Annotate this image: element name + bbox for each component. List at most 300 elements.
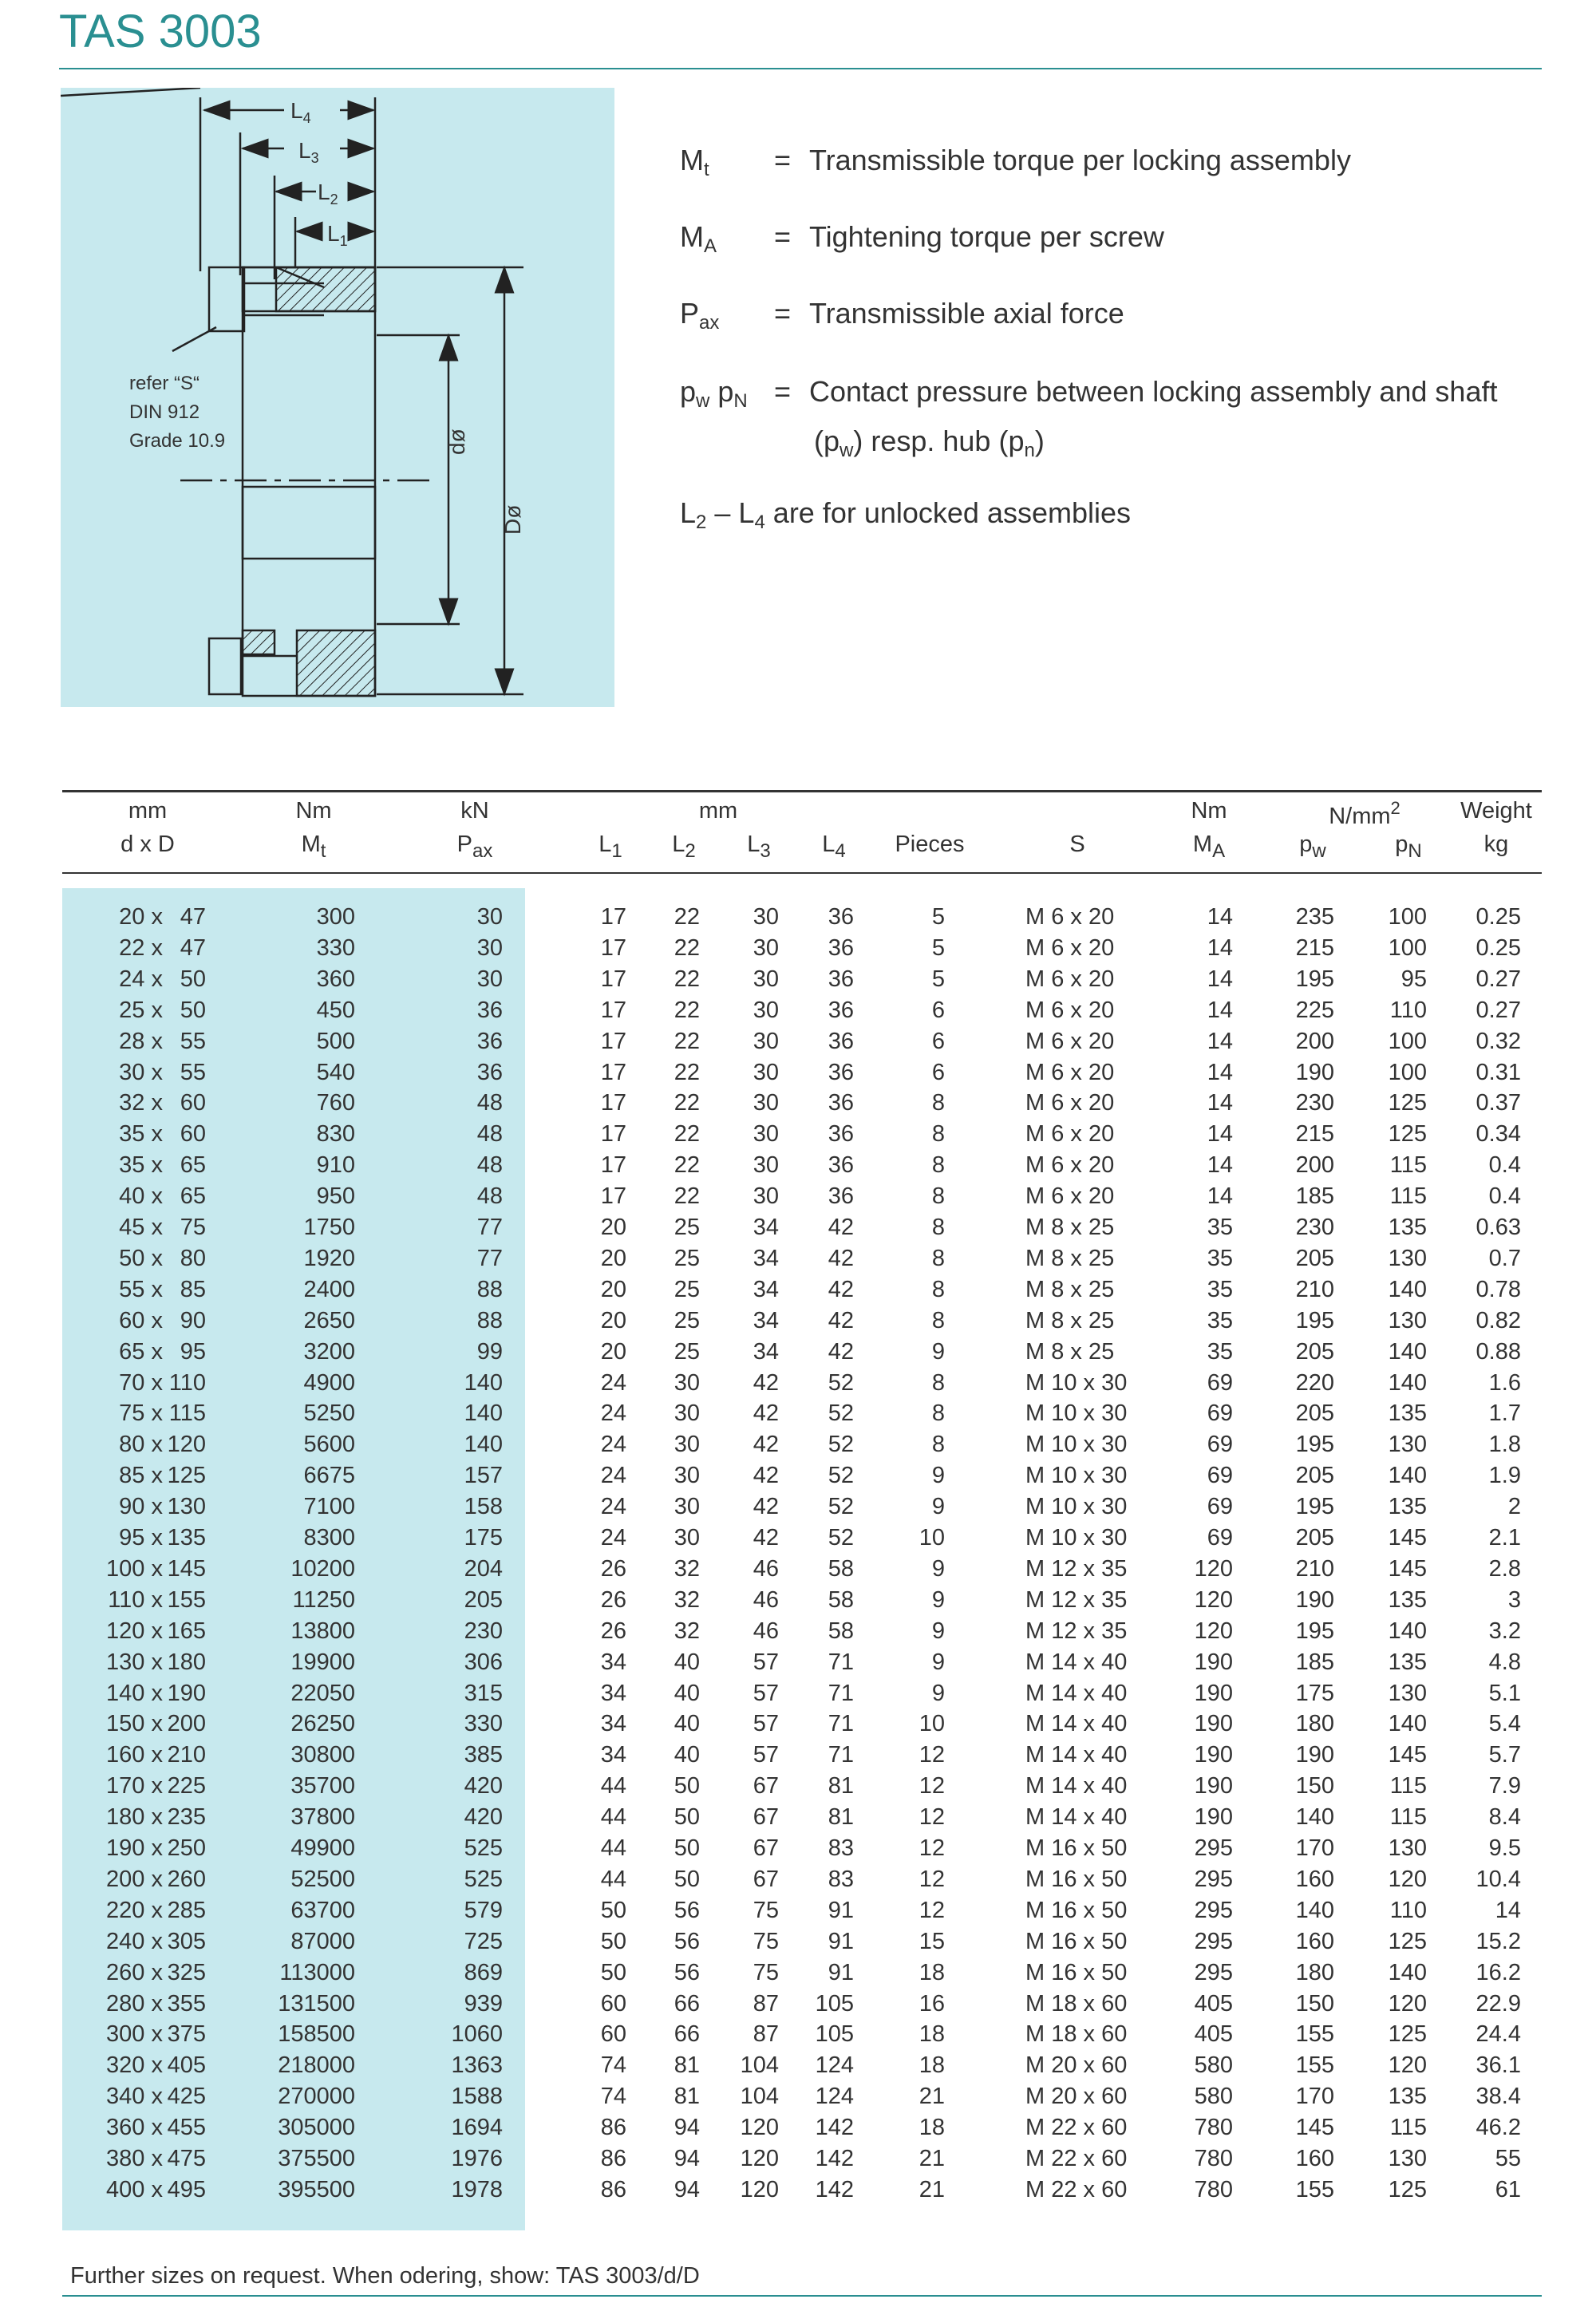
cell-pax: 315	[464, 1680, 503, 1706]
cell-screw: M 14 x 40	[1025, 1711, 1128, 1737]
cell-pax: 158	[464, 1494, 503, 1520]
cell-l3: 34	[753, 1245, 779, 1271]
cell-l4: 42	[828, 1215, 854, 1240]
cell-l1: 50	[600, 1928, 626, 1954]
cell-D: 135	[167, 1525, 206, 1551]
cell-mt: 218000	[278, 2052, 355, 2079]
cell-screw: M 14 x 40	[1025, 1804, 1128, 1831]
cell-l3: 30	[753, 934, 779, 961]
cell-l1: 17	[600, 1152, 626, 1179]
cell-mt: 395500	[278, 2176, 355, 2202]
cell-l1: 24	[600, 1494, 626, 1520]
cell-mt: 63700	[290, 1897, 355, 1923]
cell-pax: 205	[464, 1586, 503, 1613]
cell-ma: 190	[1194, 1680, 1233, 1706]
cell-l4: 52	[828, 1525, 854, 1551]
cell-pw: 145	[1295, 2115, 1334, 2141]
cell-D: 285	[167, 1897, 206, 1923]
cell-d: 280 x	[106, 1990, 163, 2017]
cell-screw: M 18 x 60	[1025, 2021, 1128, 2048]
cell-weight: 3	[1507, 1586, 1521, 1613]
cell-pieces: 15	[918, 1928, 945, 1954]
cell-pieces: 18	[918, 2052, 945, 2079]
cell-l1: 86	[600, 2115, 626, 2141]
cell-l3: 120	[740, 2115, 779, 2141]
cell-pw: 190	[1295, 1742, 1334, 1768]
cell-mt: 910	[316, 1152, 355, 1179]
cell-pieces: 9	[931, 1680, 945, 1706]
cell-pax: 306	[464, 1649, 503, 1675]
cell-pn: 130	[1388, 1432, 1427, 1458]
cell-l2: 94	[674, 2146, 700, 2171]
cell-pax: 1363	[451, 2052, 503, 2079]
cell-screw: M 14 x 40	[1025, 1742, 1128, 1768]
cell-l4: 36	[828, 1152, 854, 1179]
cell-mt: 11250	[292, 1586, 355, 1613]
cell-mt: 2650	[303, 1307, 355, 1333]
cell-l4: 71	[828, 1711, 854, 1737]
cell-l1: 50	[600, 1959, 626, 1985]
cell-pw: 220	[1295, 1369, 1334, 1396]
cell-l3: 30	[753, 1028, 779, 1054]
cell-l2: 22	[674, 1152, 700, 1179]
cell-screw: M 22 x 60	[1025, 2176, 1128, 2202]
cell-pax: 77	[476, 1215, 503, 1240]
cell-pax: 420	[464, 1804, 503, 1831]
cell-d: 20 x	[119, 904, 163, 930]
cell-weight: 0.88	[1476, 1338, 1521, 1365]
cell-l2: 81	[674, 2084, 700, 2110]
cell-screw: M 6 x 20	[1025, 1152, 1115, 1179]
cell-mt: 49900	[290, 1835, 355, 1861]
cell-D: 475	[167, 2146, 206, 2171]
cell-mt: 7100	[303, 1494, 355, 1520]
cell-D: 180	[167, 1649, 206, 1675]
cell-d: 75 x	[119, 1400, 163, 1427]
cell-D: 165	[167, 1618, 206, 1644]
cell-screw: M 16 x 50	[1025, 1897, 1128, 1923]
cell-l2: 25	[674, 1338, 700, 1365]
cell-D: 225	[167, 1773, 206, 1799]
cell-mt: 300	[316, 904, 355, 930]
cell-pieces: 16	[918, 1990, 945, 2017]
cell-pw: 195	[1295, 1432, 1334, 1458]
cell-weight: 0.25	[1476, 904, 1521, 930]
cell-pn: 130	[1388, 1835, 1427, 1861]
cell-d: 85 x	[119, 1463, 163, 1489]
cell-l4: 142	[815, 2176, 854, 2202]
cell-pax: 725	[464, 1928, 503, 1954]
cell-weight: 0.63	[1476, 1215, 1521, 1240]
cell-pax: 385	[464, 1742, 503, 1768]
header-pax: $P_{ax}$	[456, 832, 493, 862]
cell-ma: 69	[1207, 1463, 1233, 1489]
header-size: d x D	[120, 832, 175, 857]
cell-d: 240 x	[106, 1928, 163, 1954]
cell-pax: 420	[464, 1773, 503, 1799]
cell-l3: 42	[753, 1525, 779, 1551]
cell-pax: 204	[464, 1555, 503, 1582]
cell-screw: M 8 x 25	[1025, 1276, 1115, 1302]
cell-d: 190 x	[106, 1835, 163, 1861]
cell-ma: 69	[1207, 1525, 1233, 1551]
cell-D: 65	[180, 1183, 206, 1210]
cell-ma: 190	[1194, 1804, 1233, 1831]
cell-pn: 130	[1388, 1307, 1427, 1333]
cell-pw: 210	[1295, 1276, 1334, 1302]
cell-D: 260	[167, 1866, 206, 1892]
cell-l1: 44	[600, 1773, 626, 1799]
cell-pn: 115	[1389, 1152, 1427, 1179]
cell-d: 220 x	[106, 1897, 163, 1923]
cell-pn: 115	[1389, 1183, 1427, 1210]
cell-screw: M 16 x 50	[1025, 1959, 1128, 1985]
cell-screw: M 8 x 25	[1025, 1245, 1115, 1271]
cell-pw: 195	[1295, 1307, 1334, 1333]
cell-D: 355	[167, 1990, 206, 2017]
cell-l2: 40	[674, 1742, 700, 1768]
cell-D: 200	[167, 1711, 206, 1737]
cell-l2: 30	[674, 1525, 700, 1551]
cell-pw: 210	[1295, 1555, 1334, 1582]
cell-pax: 1588	[451, 2084, 503, 2110]
cell-ma: 405	[1194, 1990, 1233, 2017]
cell-pw: 150	[1295, 1990, 1334, 2017]
cell-pieces: 5	[931, 966, 945, 992]
header-s: S	[1069, 832, 1085, 857]
cell-pieces: 8	[931, 1276, 945, 1302]
cell-mt: 5250	[303, 1400, 355, 1427]
cell-pax: 88	[476, 1276, 503, 1302]
cell-ma: 35	[1207, 1338, 1233, 1365]
cell-weight: 15.2	[1476, 1928, 1521, 1954]
cell-l2: 22	[674, 904, 700, 930]
header-unit-weight: kg	[1483, 832, 1509, 857]
cell-l4: 71	[828, 1742, 854, 1768]
cell-mt: 26250	[290, 1711, 355, 1737]
cell-mt: 158500	[278, 2021, 355, 2048]
cell-l1: 20	[600, 1276, 626, 1302]
cell-pax: 157	[464, 1463, 503, 1489]
cell-ma: 14	[1207, 1152, 1233, 1179]
cell-pn: 135	[1388, 1494, 1427, 1520]
cell-D: 325	[167, 1959, 206, 1985]
cell-screw: M 6 x 20	[1025, 934, 1115, 961]
cell-d: 65 x	[119, 1338, 163, 1365]
cell-l2: 66	[674, 1990, 700, 2017]
cell-D: 47	[180, 904, 206, 930]
cell-mt: 1750	[303, 1215, 355, 1240]
cell-d: 60 x	[119, 1307, 163, 1333]
cell-d: 400 x	[106, 2176, 163, 2202]
cell-l1: 44	[600, 1866, 626, 1892]
cell-l2: 22	[674, 997, 700, 1023]
cell-weight: 0.37	[1476, 1090, 1521, 1116]
cell-weight: 61	[1495, 2176, 1521, 2202]
cell-pw: 180	[1295, 1711, 1334, 1737]
cell-screw: M 12 x 35	[1025, 1618, 1128, 1644]
legend-description: Contact pressure between locking assembly and shaft	[809, 375, 1498, 408]
cell-l4: 58	[828, 1555, 854, 1582]
cell-l1: 74	[600, 2052, 626, 2079]
cell-pw: 195	[1295, 1494, 1334, 1520]
cell-d: 30 x	[119, 1059, 163, 1085]
header-pn: $p_N$	[1395, 832, 1422, 862]
cell-l1: 20	[600, 1307, 626, 1333]
cell-l3: 67	[753, 1866, 779, 1892]
cell-ma: 69	[1207, 1494, 1233, 1520]
cell-l3: 34	[753, 1276, 779, 1302]
cell-ma: 14	[1207, 904, 1233, 930]
cell-pax: 579	[464, 1897, 503, 1923]
cell-screw: M 20 x 60	[1025, 2084, 1128, 2110]
header-mt: $M_t$	[301, 832, 326, 862]
cell-l2: 22	[674, 966, 700, 992]
cell-l4: 52	[828, 1463, 854, 1489]
cell-mt: 950	[316, 1183, 355, 1210]
cell-d: 320 x	[106, 2052, 163, 2079]
cell-ma: 580	[1194, 2084, 1233, 2110]
cell-screw: M 6 x 20	[1025, 904, 1115, 930]
cell-weight: 0.27	[1476, 997, 1521, 1023]
cell-l2: 30	[674, 1369, 700, 1396]
cell-l3: 30	[753, 1183, 779, 1210]
cell-D: 115	[168, 1400, 206, 1427]
cell-ma: 120	[1194, 1618, 1233, 1644]
cell-pn: 95	[1400, 966, 1427, 992]
header-pw: $p_w$	[1299, 832, 1326, 862]
cell-pw: 170	[1295, 1835, 1334, 1861]
cell-mt: 330	[316, 934, 355, 961]
cell-ma: 190	[1194, 1742, 1233, 1768]
cell-D: 235	[167, 1804, 206, 1831]
cell-pw: 195	[1295, 966, 1334, 992]
cell-pw: 190	[1295, 1059, 1334, 1085]
cell-l2: 50	[674, 1773, 700, 1799]
cell-l4: 124	[815, 2084, 854, 2110]
cell-ma: 35	[1207, 1215, 1233, 1240]
cell-screw: M 8 x 25	[1025, 1307, 1115, 1333]
cell-l4: 91	[828, 1897, 854, 1923]
cell-d: 260 x	[106, 1959, 163, 1985]
cell-l3: 120	[740, 2176, 779, 2202]
cell-pn: 115	[1389, 1773, 1427, 1799]
cell-pax: 77	[476, 1245, 503, 1271]
cell-weight: 3.2	[1488, 1618, 1521, 1644]
cell-mt: 360	[316, 966, 355, 992]
cell-weight: 2.8	[1488, 1555, 1521, 1582]
cell-D: 145	[167, 1555, 206, 1582]
cell-l3: 67	[753, 1773, 779, 1799]
cell-pw: 225	[1295, 997, 1334, 1023]
cell-pw: 235	[1295, 904, 1334, 930]
cell-ma: 14	[1207, 1028, 1233, 1054]
cell-mt: 8300	[303, 1525, 355, 1551]
cell-l3: 57	[753, 1680, 779, 1706]
cell-mt: 830	[316, 1121, 355, 1148]
cell-l2: 50	[674, 1835, 700, 1861]
cell-l3: 30	[753, 1090, 779, 1116]
cell-pieces: 12	[918, 1897, 945, 1923]
cell-pieces: 21	[918, 2176, 945, 2202]
cell-pax: 30	[476, 934, 503, 961]
cell-pieces: 10	[918, 1525, 945, 1551]
cell-d: 180 x	[106, 1804, 163, 1831]
cell-l2: 22	[674, 1028, 700, 1054]
cell-l1: 26	[600, 1555, 626, 1582]
cell-screw: M 6 x 20	[1025, 1090, 1115, 1116]
cell-mt: 19900	[290, 1649, 355, 1675]
cell-d: 70 x	[119, 1369, 163, 1396]
cell-weight: 1.9	[1488, 1463, 1521, 1489]
cell-l4: 52	[828, 1432, 854, 1458]
cell-l2: 25	[674, 1215, 700, 1240]
cell-l2: 40	[674, 1649, 700, 1675]
cell-pw: 205	[1295, 1400, 1334, 1427]
cell-pw: 195	[1295, 1618, 1334, 1644]
cell-weight: 46.2	[1476, 2115, 1521, 2141]
cell-l3: 30	[753, 904, 779, 930]
cell-l2: 32	[674, 1586, 700, 1613]
cell-pieces: 12	[918, 1773, 945, 1799]
cell-weight: 22.9	[1476, 1990, 1521, 2017]
legend-description: Tightening torque per screw	[809, 220, 1164, 253]
label-L3: $L_3$	[298, 138, 319, 166]
cell-weight: 5.4	[1488, 1711, 1521, 1737]
cell-screw: M 6 x 20	[1025, 1028, 1115, 1054]
cell-screw: M 10 x 30	[1025, 1400, 1128, 1427]
cell-pax: 939	[464, 1990, 503, 2017]
legend-description: Transmissible torque per locking assembly	[809, 144, 1351, 176]
cell-pn: 140	[1388, 1463, 1427, 1489]
cell-weight: 0.82	[1476, 1307, 1521, 1333]
cell-ma: 35	[1207, 1276, 1233, 1302]
cell-l2: 25	[674, 1245, 700, 1271]
cell-pw: 200	[1295, 1152, 1334, 1179]
cell-screw: M 10 x 30	[1025, 1525, 1128, 1551]
cell-l1: 17	[600, 966, 626, 992]
cell-l3: 46	[753, 1618, 779, 1644]
cell-ma: 14	[1207, 997, 1233, 1023]
cell-ma: 780	[1194, 2115, 1233, 2141]
cell-pn: 130	[1388, 2146, 1427, 2171]
cell-d: 380 x	[106, 2146, 163, 2171]
cell-pax: 36	[476, 997, 503, 1023]
cell-pieces: 8	[931, 1400, 945, 1427]
cell-pieces: 6	[931, 997, 945, 1023]
cell-l4: 105	[815, 2021, 854, 2048]
cell-l4: 52	[828, 1400, 854, 1427]
cell-mt: 270000	[278, 2084, 355, 2110]
cell-D: 65	[180, 1152, 206, 1179]
cell-D: 405	[167, 2052, 206, 2079]
cell-D: 55	[180, 1059, 206, 1085]
cell-weight: 1.8	[1488, 1432, 1521, 1458]
cell-l2: 22	[674, 1090, 700, 1116]
cell-D: 85	[180, 1276, 206, 1302]
cell-l1: 17	[600, 1059, 626, 1085]
cell-pn: 145	[1388, 1742, 1427, 1768]
cell-l2: 32	[674, 1618, 700, 1644]
cell-screw: M 8 x 25	[1025, 1215, 1115, 1240]
cell-pieces: 9	[931, 1494, 945, 1520]
cell-D: 210	[167, 1742, 206, 1768]
cell-pn: 100	[1388, 934, 1427, 961]
label-L2: $L_2$	[318, 180, 338, 207]
cell-pax: 88	[476, 1307, 503, 1333]
cell-D: 95	[180, 1338, 206, 1365]
cell-weight: 2.1	[1488, 1525, 1521, 1551]
cell-pw: 205	[1295, 1525, 1334, 1551]
cell-pn: 135	[1388, 1215, 1427, 1240]
cell-ma: 14	[1207, 934, 1233, 961]
header-unit-mt: Nm	[295, 798, 332, 824]
cell-pieces: 9	[931, 1555, 945, 1582]
cell-pn: 115	[1389, 1804, 1427, 1831]
cell-l2: 94	[674, 2115, 700, 2141]
cell-pax: 230	[464, 1618, 503, 1644]
cell-D: 455	[167, 2115, 206, 2141]
cell-l4: 36	[828, 1090, 854, 1116]
cell-l2: 56	[674, 1959, 700, 1985]
cell-l4: 142	[815, 2115, 854, 2141]
cell-l3: 30	[753, 1059, 779, 1085]
cell-l3: 87	[753, 2021, 779, 2048]
cell-l1: 20	[600, 1245, 626, 1271]
cell-pieces: 8	[931, 1215, 945, 1240]
cell-pax: 36	[476, 1059, 503, 1085]
cell-D: 495	[167, 2176, 206, 2202]
cell-l4: 124	[815, 2052, 854, 2079]
cell-pax: 869	[464, 1959, 503, 1985]
cell-pieces: 12	[918, 1742, 945, 1768]
cell-pieces: 6	[931, 1028, 945, 1054]
cell-pieces: 8	[931, 1152, 945, 1179]
cell-D: 155	[167, 1586, 206, 1613]
cell-weight: 38.4	[1476, 2084, 1521, 2110]
cell-d: 22 x	[119, 934, 163, 961]
cell-ma: 190	[1194, 1711, 1233, 1737]
cell-screw: M 6 x 20	[1025, 966, 1115, 992]
cell-mt: 30800	[290, 1742, 355, 1768]
cell-mt: 2400	[303, 1276, 355, 1302]
cell-pieces: 8	[931, 1432, 945, 1458]
cell-pieces: 18	[918, 2021, 945, 2048]
cell-screw: M 12 x 35	[1025, 1586, 1128, 1613]
label-L4: $L_4$	[290, 98, 311, 126]
cell-mt: 500	[316, 1028, 355, 1054]
cell-d: 130 x	[106, 1649, 163, 1675]
cell-d: 340 x	[106, 2084, 163, 2110]
cell-screw: M 14 x 40	[1025, 1649, 1128, 1675]
cell-l3: 42	[753, 1400, 779, 1427]
cell-weight: 9.5	[1488, 1835, 1521, 1861]
cell-l1: 60	[600, 1990, 626, 2017]
cell-d: 100 x	[106, 1555, 163, 1582]
cell-l3: 42	[753, 1432, 779, 1458]
cell-ma: 69	[1207, 1400, 1233, 1427]
page-title: TAS 3003	[59, 6, 262, 57]
cell-mt: 113000	[279, 1959, 355, 1985]
cell-pieces: 8	[931, 1369, 945, 1396]
cell-l1: 34	[600, 1742, 626, 1768]
cell-pw: 170	[1295, 2084, 1334, 2110]
cell-l4: 42	[828, 1338, 854, 1365]
cell-pax: 140	[464, 1400, 503, 1427]
cell-l4: 105	[815, 1990, 854, 2017]
cell-weight: 24.4	[1476, 2021, 1521, 2048]
cell-d: 90 x	[119, 1494, 163, 1520]
